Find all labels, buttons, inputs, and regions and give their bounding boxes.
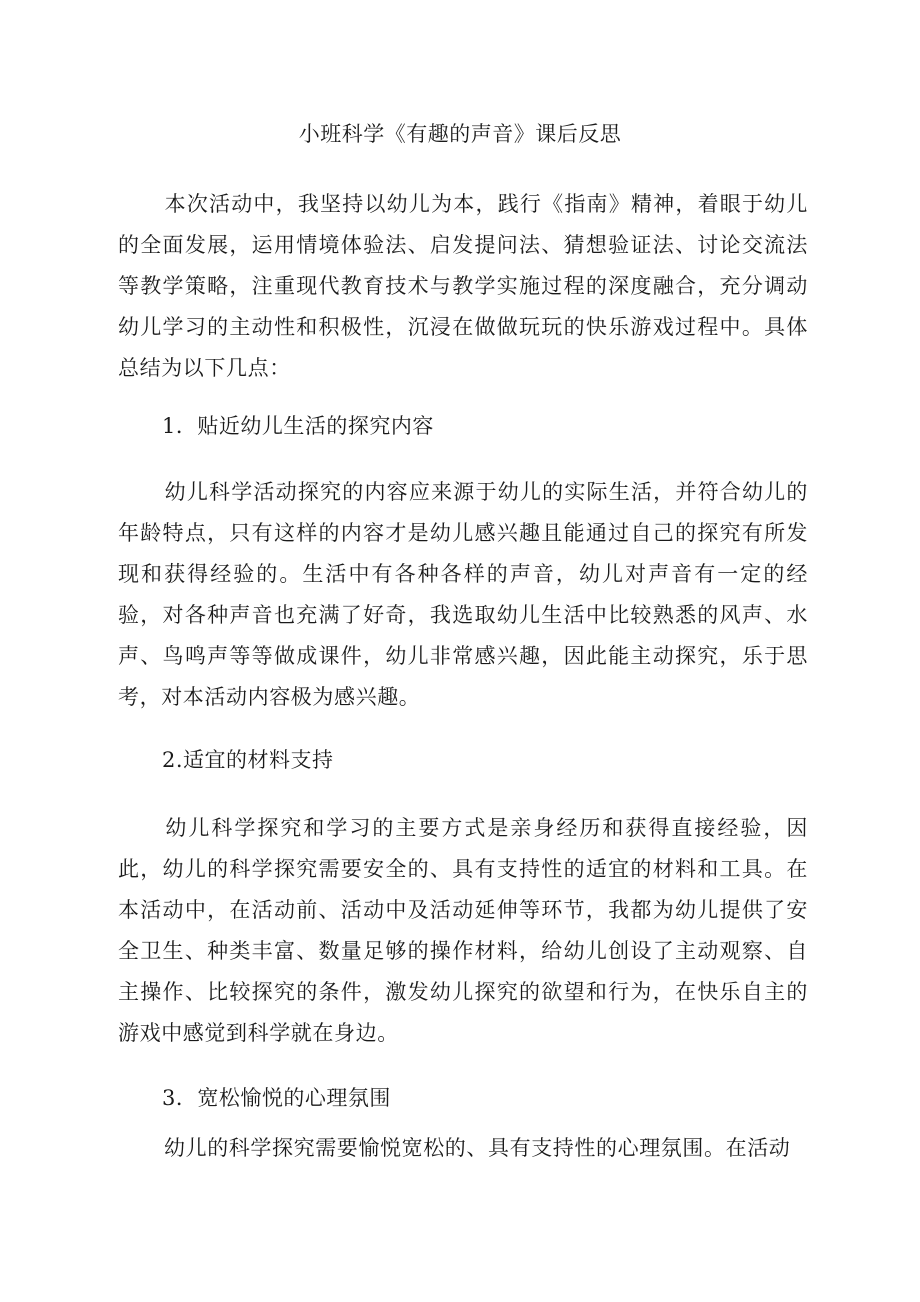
intro-paragraph (118, 184, 808, 389)
section1-paragraph (118, 472, 808, 718)
section2-heading: 2.适宜的材料支持 (162, 748, 334, 772)
section3-paragraph (118, 1128, 808, 1169)
section2-text: 幼儿科学探究和学习的主要方式是亲身经历和获得直接经验，因此，幼儿的科学探究需要安全的、具有支持性的适宜的材料和工具。在本活动中，在活动前、活动中及活动延伸等环节，我都为幼儿提供了安全卫生、种类丰富、数量足够的操作材料，给幼儿创设了主动观察、自主操作、比较探究的条件，激发幼儿探究的欲望和行为，在快乐自主的游戏中感觉到科学就在身边。 (118, 816, 808, 1045)
section3-text: 幼儿的科学探究需要愉悦宽松的、具有支持性的心理氛围。在活动 (164, 1136, 791, 1160)
section1-heading: 1．贴近幼儿生活的探究内容 (162, 414, 434, 438)
document-title: 小班科学《有趣的声音》课后反思 (298, 122, 622, 146)
intro-text: 本次活动中，我坚持以幼儿为本，践行《指南》精神，着眼于幼儿的全面发展，运用情境体验法、启发提问法、猜想验证法、讨论交流法等教学策略，注重现代教育技术与教学实施过程的深度融合，充分调动幼儿学习的主动性和积极性，沉浸在做做玩玩的快乐游戏过程中。具体总结为以下几点： (118, 192, 808, 380)
section2-paragraph (118, 808, 808, 1054)
section1-text: 幼儿科学活动探究的内容应来源于幼儿的实际生活，并符合幼儿的年龄特点，只有这样的内容才是幼儿感兴趣且能通过自己的探究有所发现和获得经验的。生活中有各种各样的声音，幼儿对声音有一定的经验，对各种声音也充满了好奇，我选取幼儿生活中比较熟悉的风声、水声、鸟鸣声等等做成课件，幼儿非常感兴趣，因此能主动探究，乐于思考，对本活动内容极为感兴趣。 (118, 480, 808, 709)
section3-heading: 3．宽松愉悦的心理氛围 (162, 1086, 391, 1110)
